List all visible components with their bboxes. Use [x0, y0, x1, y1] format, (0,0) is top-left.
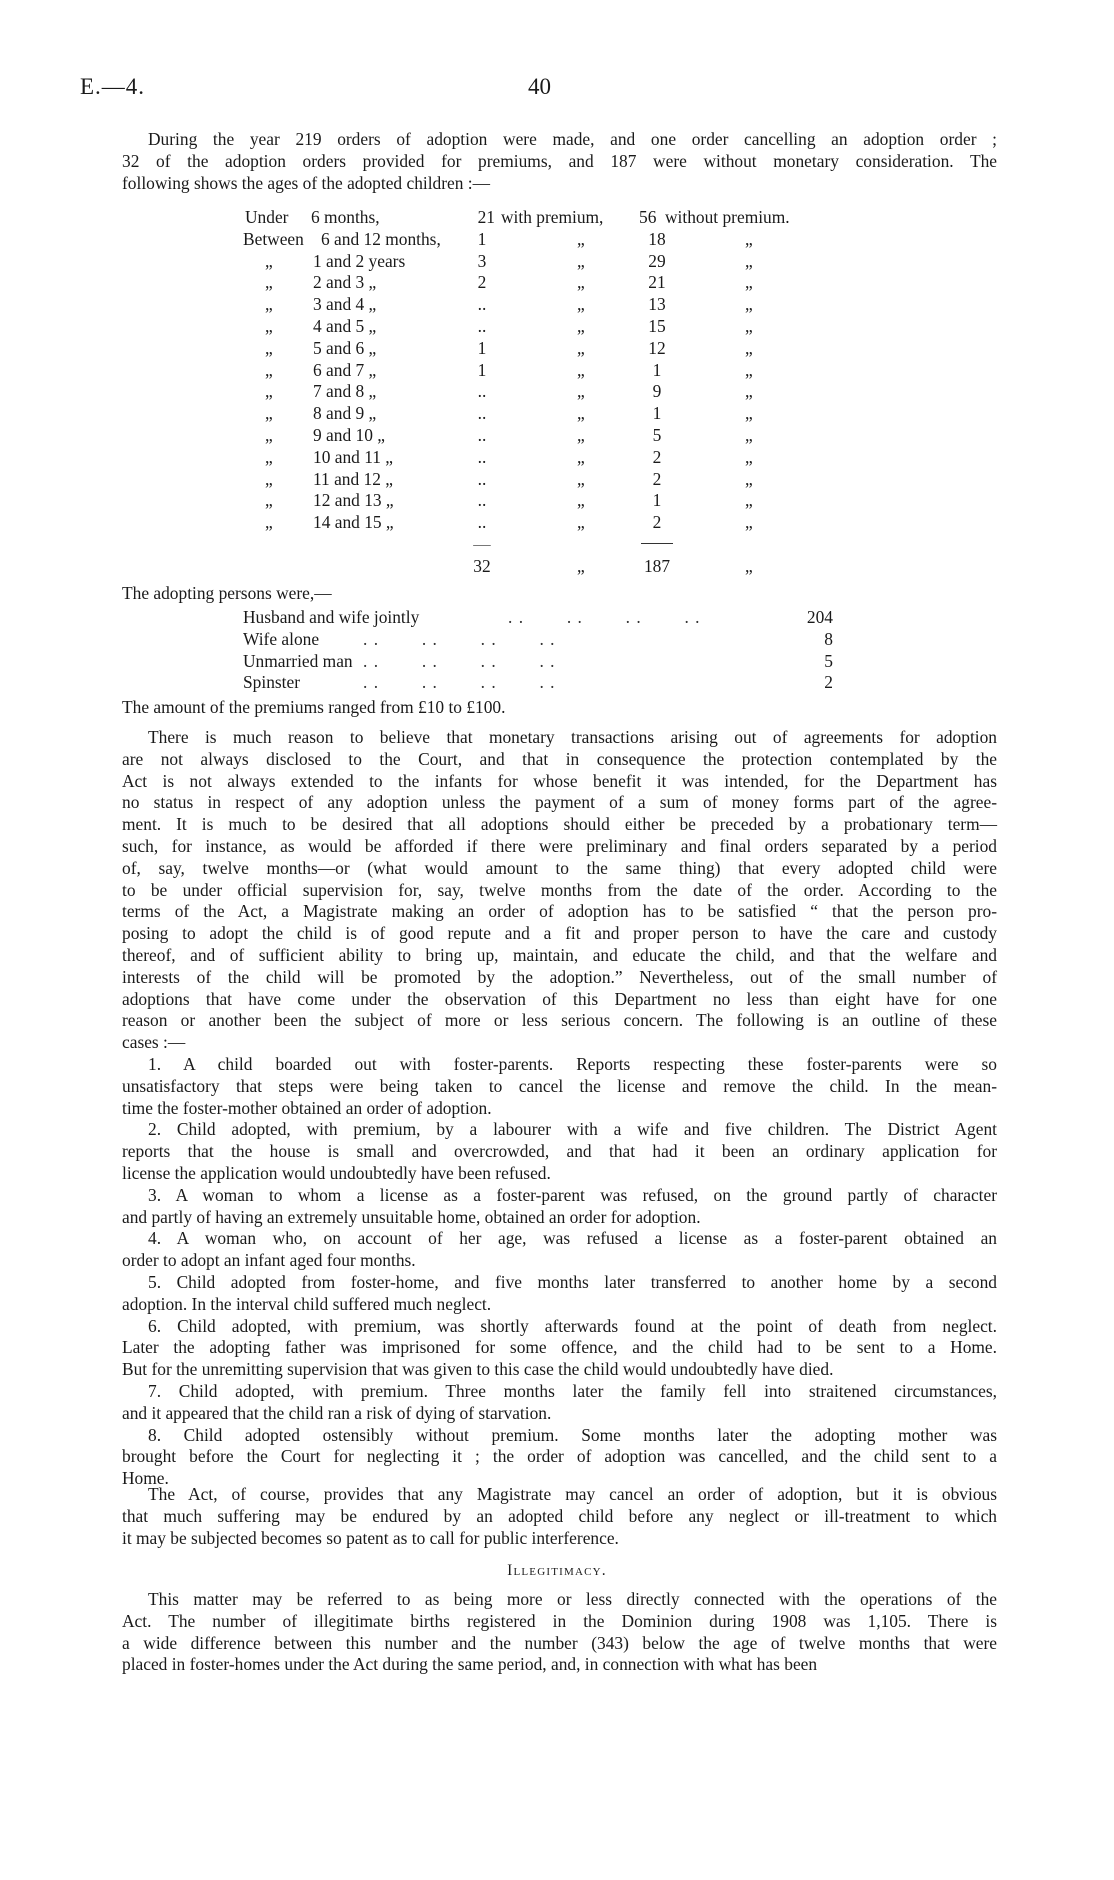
- text-line: brought before the Court for neglecting it ; the order of adoption was cancelled, and the child sent to a: [122, 1446, 997, 1467]
- age-prefix: „: [265, 272, 273, 293]
- total-with-premium: 32: [473, 555, 491, 576]
- text-line: 1. A child boarded out with foster-parents. Reports respecting these foster-parents were so: [148, 1054, 997, 1074]
- age-range: 5 and 6 „: [313, 337, 377, 358]
- case-item: [122, 1119, 997, 1184]
- age-prefix: „: [265, 446, 273, 467]
- without-premium-label: „: [745, 512, 753, 533]
- case-item: [122, 1054, 997, 1119]
- text-line: and it appeared that the child ran a risk of dying of starvation.: [122, 1402, 552, 1423]
- with-premium-count: ..: [477, 294, 487, 315]
- with-premium-label: „: [577, 446, 585, 467]
- with-premium-count: ..: [477, 381, 487, 402]
- without-premium-count: 1: [652, 359, 662, 380]
- with-premium-label: „: [577, 337, 585, 358]
- without-premium-label: „: [745, 315, 753, 336]
- without-premium-count: 5: [652, 424, 662, 445]
- age-range: 4 and 5 „: [313, 315, 377, 336]
- age-range: 11 and 12 „: [313, 468, 394, 489]
- leader-dots: . . . . . . . .: [363, 628, 556, 649]
- leader-dots: . . . . . . . .: [363, 650, 556, 671]
- text-line: interests of the child will be promoted by the adoption.” Nevertheless, out of the small number of: [122, 966, 997, 987]
- adopting-count: 5: [824, 650, 833, 671]
- text-line: reports that the house is small and overcrowded, and that had it been an ordinary application for: [122, 1141, 997, 1162]
- case-item: [122, 1425, 997, 1490]
- adopting-row: [243, 651, 843, 673]
- text-line: 2. Child adopted, with premium, by a labourer with a wife and five children. The District Agent: [148, 1119, 997, 1140]
- text-line: following shows the ages of the adopted children :—: [122, 172, 491, 193]
- age-range: 8 and 9 „: [313, 403, 377, 424]
- with-premium-count: 1: [477, 228, 487, 249]
- age-range: 1 and 2 years: [313, 250, 406, 271]
- premium-range: The amount of the premiums ranged from £10 to £100.: [122, 697, 506, 717]
- adopting-label: Unmarried man: [243, 650, 353, 671]
- without-premium-label: without premium.: [665, 207, 790, 227]
- age-prefix: „: [265, 424, 273, 445]
- adopting-persons-table: [243, 607, 843, 694]
- text-line: cases :—: [122, 1032, 186, 1053]
- without-premium-count: 2: [652, 512, 662, 533]
- case-item: [122, 1228, 997, 1272]
- text-line: adoptions that have come under the observation of this Department no less than eight have for one: [122, 988, 997, 1009]
- text-line: of, say, twelve months—or (what would amount to the same thing) that every adopted child were: [122, 857, 997, 878]
- text-line: a wide difference between this number and the number (343) below the age of twelve months that were: [122, 1632, 997, 1653]
- without-premium-count: 2: [652, 446, 662, 467]
- without-premium-count: 56: [639, 207, 657, 227]
- adopting-label: Spinster: [243, 672, 301, 693]
- text-line: 32 of the adoption orders provided for premiums, and 187 were without monetary consideration. The: [122, 150, 997, 171]
- case-item: [122, 1381, 997, 1425]
- leader-dots: . . . . . . . .: [508, 607, 701, 627]
- without-premium-label: „: [745, 424, 753, 445]
- text-line: reason or another been the subject of more or less serious concern. The following is an outline of these: [122, 1010, 997, 1031]
- age-prefix: „: [265, 294, 273, 315]
- without-premium-label: „: [745, 446, 753, 467]
- text-line: such, for instance, as would be afforded if there were preliminary and final orders separated by a period: [122, 835, 997, 856]
- text-line: 3. A woman to whom a license as a foster-parent was refused, on the ground partly of character: [148, 1184, 997, 1205]
- text-line: time the foster-mother obtained an order of adoption.: [122, 1097, 492, 1118]
- with-premium-count: ..: [477, 315, 487, 336]
- age-range: 3 and 4 „: [313, 294, 377, 315]
- age-prefix: „: [265, 403, 273, 424]
- without-premium-label: „: [745, 468, 753, 489]
- with-premium-count: 1: [477, 359, 487, 380]
- text-line: that much suffering may be endured by an adopted child before any neglect or ill-treatment to which: [122, 1505, 997, 1526]
- text-line: posing to adopt the child is of good repute and a fit and proper person to have the care and custody: [122, 923, 997, 944]
- text-line: Home.: [122, 1468, 169, 1489]
- total-without-label: „: [745, 555, 753, 576]
- total-with-label: „: [577, 555, 585, 576]
- text-line: placed in foster-homes under the Act during the same period, and, in connection with what has been: [122, 1654, 818, 1675]
- main-paragraph: [122, 727, 997, 1054]
- age-range: 9 and 10 „: [313, 424, 385, 445]
- text-line: This matter may be referred to as being more or less directly connected with the operations of the: [148, 1589, 997, 1609]
- age-prefix: „: [265, 512, 273, 533]
- age-prefix: „: [265, 250, 273, 271]
- age-prefix: „: [265, 490, 273, 511]
- text-line: thereof, and of sufficient ability to bring up, maintain, and educate the child, and that the welfare and: [122, 944, 997, 965]
- without-premium-count: 1: [652, 490, 662, 511]
- with-premium-label: „: [577, 468, 585, 489]
- without-premium-count: 1: [652, 403, 662, 424]
- with-premium-label: „: [577, 315, 585, 336]
- text-line: 8. Child adopted ostensibly without premium. Some months later the adopting mother was: [148, 1424, 997, 1445]
- text-line: The Act, of course, provides that any Magistrate may cancel an order of adoption, but it is obvious: [148, 1484, 997, 1504]
- section-heading-illegitimacy: Illegitimacy.: [507, 1562, 607, 1579]
- without-premium-label: „: [745, 381, 753, 402]
- with-premium-label: „: [577, 512, 585, 533]
- with-premium-label: with premium,: [501, 207, 604, 227]
- adopting-count: 8: [824, 628, 833, 649]
- with-premium-count: ..: [477, 468, 487, 489]
- age-prefix: Under: [245, 207, 289, 227]
- document-code: E.—4.: [80, 74, 146, 99]
- with-premium-count: ..: [477, 512, 487, 533]
- adopting-label: Wife alone: [243, 628, 320, 649]
- text-line: unsatisfactory that steps were being taken to cancel the license and remove the child. In the mean-: [122, 1075, 997, 1096]
- age-range: 14 and 15 „: [313, 512, 394, 533]
- with-premium-count: ..: [477, 446, 487, 467]
- with-premium-label: „: [577, 403, 585, 424]
- without-premium-count: 9: [652, 381, 662, 402]
- with-premium-count: ..: [477, 403, 487, 424]
- cases-list: [122, 1054, 997, 1490]
- adopting-count: 2: [824, 672, 833, 693]
- without-premium-label: „: [745, 250, 753, 271]
- text-line: order to adopt an infant aged four months.: [122, 1250, 416, 1271]
- adopting-row: [243, 629, 843, 651]
- with-premium-label: „: [577, 294, 585, 315]
- text-line: 5. Child adopted from foster-home, and five months later transferred to another home by a second: [148, 1271, 997, 1292]
- text-line: are not always disclosed to the Court, and that in consequence the protection contemplated by the: [122, 748, 997, 769]
- age-prefix: „: [265, 468, 273, 489]
- text-line: But for the unremitting supervision that was given to this case the child would undoubtedly have died.: [122, 1359, 834, 1380]
- act-paragraph: [122, 1484, 997, 1549]
- age-range: 2 and 3 „: [313, 272, 377, 293]
- with-premium-count: 1: [477, 337, 487, 358]
- text-line: During the year 219 orders of adoption were made, and one order cancelling an adoption order ;: [148, 129, 997, 149]
- without-premium-count: 13: [648, 294, 666, 315]
- with-premium-label: „: [577, 490, 585, 511]
- with-premium-count: 3: [477, 250, 487, 271]
- age-range: 6 and 12 months,: [321, 228, 441, 249]
- age-range: 7 and 8 „: [313, 381, 377, 402]
- page-number: 40: [528, 74, 551, 99]
- age-range: 10 and 11 „: [313, 446, 394, 467]
- text-line: 7. Child adopted, with premium. Three months later the family fell into straitened circumstances,: [148, 1380, 997, 1401]
- text-line: 6. Child adopted, with premium, was shortly afterwards found at the point of death from neglect.: [148, 1315, 997, 1336]
- age-prefix: „: [265, 337, 273, 358]
- text-line: it may be subjected becomes so patent as to call for public interference.: [122, 1527, 619, 1548]
- adopting-label: Husband and wife jointly: [243, 607, 420, 627]
- without-premium-count: 12: [648, 337, 666, 358]
- text-line: Later the adopting father was imprisoned for some offence, and the child had to be sent to a Home.: [122, 1337, 997, 1358]
- with-premium-count: ..: [477, 490, 487, 511]
- text-line: ment. It is much to be desired that all adoptions should either be preceded by a probationary term—: [122, 814, 997, 835]
- with-premium-label: „: [577, 272, 585, 293]
- text-line: terms of the Act, a Magistrate making an order of adoption has to be satisfied “ that the person pro-: [122, 901, 997, 922]
- case-item: [122, 1272, 997, 1316]
- age-prefix: „: [265, 359, 273, 380]
- total-without-premium: 187: [643, 555, 671, 576]
- leader-dots: . . . . . . . .: [363, 672, 556, 693]
- case-item: [122, 1185, 997, 1229]
- adopting-row: [243, 607, 843, 629]
- text-line: Act. The number of illegitimate births registered in the Dominion during 1908 was 1,105. There is: [122, 1610, 997, 1631]
- with-premium-count: ..: [477, 424, 487, 445]
- adopting-intro: The adopting persons were,—: [122, 583, 332, 603]
- without-premium-label: „: [745, 294, 753, 315]
- with-premium-label: „: [577, 359, 585, 380]
- text-line: no status in respect of any adoption unless the payment of a sum of money forms part of the agree-: [122, 792, 997, 813]
- adopting-count: 204: [806, 607, 833, 627]
- with-premium-count: 21: [477, 207, 495, 227]
- age-range: 6 months,: [311, 207, 380, 227]
- with-premium-label: „: [577, 381, 585, 402]
- without-premium-label: „: [745, 403, 753, 424]
- without-premium-count: 21: [648, 272, 666, 293]
- age-prefix: Between: [243, 228, 304, 249]
- adopting-row: [243, 672, 843, 694]
- with-premium-count: 2: [477, 272, 487, 293]
- without-premium-label: „: [745, 272, 753, 293]
- text-line: license the application would undoubtedly have been refused.: [122, 1162, 551, 1183]
- text-line: adoption. In the interval child suffered much neglect.: [122, 1293, 492, 1314]
- without-premium-label: „: [745, 337, 753, 358]
- with-premium-label: „: [577, 250, 585, 271]
- age-range: 12 and 13 „: [313, 490, 394, 511]
- text-line: There is much reason to believe that monetary transactions arising out of agreements for adoption: [148, 727, 997, 747]
- without-premium-label: „: [745, 228, 753, 249]
- age-range: 6 and 7 „: [313, 359, 377, 380]
- text-line: and partly of having an extremely unsuitable home, obtained an order for adoption.: [122, 1206, 701, 1227]
- text-line: to be under official supervision for, say, twelve months from the date of the order. According to the: [122, 879, 997, 900]
- without-premium-label: „: [745, 490, 753, 511]
- without-premium-count: 29: [648, 250, 666, 271]
- with-premium-label: „: [577, 424, 585, 445]
- text-line: Act is not always extended to the infants for whose benefit it was intended, for the Department has: [122, 770, 997, 791]
- intro-paragraph: [122, 129, 997, 194]
- case-item: [122, 1316, 997, 1381]
- age-prefix: „: [265, 381, 273, 402]
- without-premium-count: 18: [648, 228, 666, 249]
- without-premium-count: 2: [652, 468, 662, 489]
- age-prefix: „: [265, 315, 273, 336]
- illegitimacy-paragraph: [122, 1589, 997, 1676]
- without-premium-count: 15: [648, 315, 666, 336]
- without-premium-label: „: [745, 359, 753, 380]
- text-line: 4. A woman who, on account of her age, was refused a license as a foster-parent obtained an: [148, 1228, 997, 1249]
- with-premium-label: „: [577, 228, 585, 249]
